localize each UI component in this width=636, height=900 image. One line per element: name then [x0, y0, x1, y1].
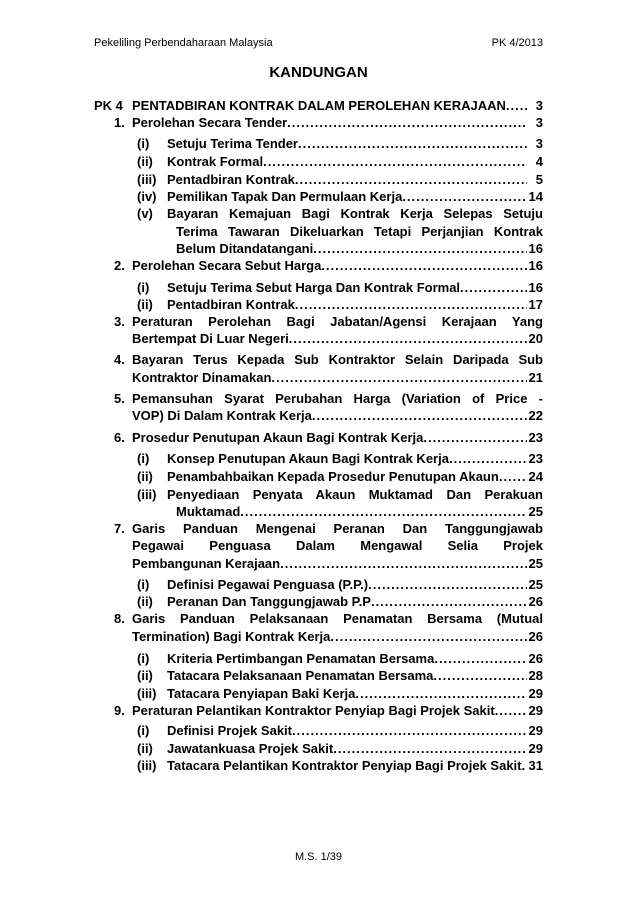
toc-entry-title: Pemilikan Tapak Dan Permulaan Kerja: [167, 189, 403, 204]
toc-entry-line: [94, 98, 543, 114]
toc-entry-title: Kontrak Formal: [167, 154, 264, 169]
dot-leader: [368, 577, 527, 593]
dot-leader: [313, 241, 527, 257]
toc-entry-title: Pentadbiran Kontrak: [167, 172, 295, 187]
toc-entry-line: [114, 430, 543, 446]
toc-page-number: 14: [528, 189, 543, 204]
toc-page-number: 25: [528, 556, 543, 571]
toc-entry-line: [114, 521, 543, 537]
toc-entry-line: [132, 331, 543, 347]
toc-entry-line: [176, 241, 543, 257]
toc-entry-line: [137, 451, 543, 467]
toc-entry-title: Bayaran Kemajuan Bagi Kontrak Kerja Selepas Setuju: [167, 206, 543, 221]
toc-entry-title: Garis Panduan Pelaksanaan Penamatan Bersama (Mutual: [132, 611, 543, 626]
toc-page-number: 29: [528, 741, 543, 756]
toc-page-number: 24: [528, 469, 543, 484]
toc-entry-line: [137, 172, 543, 188]
dot-leader: [295, 172, 527, 188]
toc-entry-label: (v): [137, 206, 153, 221]
toc-page-number: 16: [528, 258, 543, 273]
dot-leader: [499, 469, 527, 485]
toc-entry-label: (ii): [137, 594, 153, 609]
toc-entry-label: (ii): [137, 154, 153, 169]
toc-entry-label: (ii): [137, 297, 153, 312]
toc-page-number: 3: [535, 115, 543, 130]
toc-page-number: 16: [528, 280, 543, 295]
page-number-footer: M.S. 1/39: [294, 851, 343, 863]
toc-entry-title: Bertempat Di Luar Negeri: [132, 331, 289, 346]
toc-page-number: 16: [528, 241, 543, 256]
toc-page-number: 23: [528, 451, 543, 466]
toc-entry-line: [137, 297, 543, 313]
toc-entry-label: (i): [137, 136, 150, 151]
toc-page-number: 20: [528, 331, 543, 346]
toc-entry-title: Jawatankuasa Projek Sakit: [167, 741, 334, 756]
toc-entry-title: Pemansuhan Syarat Perubahan Harga (Variation of Price -: [132, 391, 543, 406]
page-title: KANDUNGAN: [269, 64, 368, 81]
toc-entry-label: (iii): [137, 172, 157, 187]
toc-page-number: 3: [535, 136, 543, 151]
toc-page-number: 26: [528, 651, 543, 666]
toc-page-number: 26: [528, 629, 543, 644]
toc-entry-title: Bayaran Terus Kepada Sub Kontraktor Selain Daripada Sub: [132, 352, 543, 367]
toc-page-number: 29: [528, 703, 543, 718]
toc-entry-title: Tatacara Penyiapan Baki Kerja: [167, 686, 356, 701]
toc-entry-label: 8.: [114, 611, 125, 626]
toc-entry-line: [137, 280, 543, 296]
toc-entry-label: (i): [137, 577, 150, 592]
dot-leader: [295, 297, 527, 313]
toc-entry-label: 7.: [114, 521, 125, 536]
toc-entry-label: 5.: [114, 391, 125, 406]
toc-entry-title: Perolehan Secara Tender: [132, 115, 288, 130]
toc-entry-line: [132, 408, 543, 424]
toc-entry-label: 6.: [114, 430, 125, 445]
toc-entry-label: PK 4: [94, 98, 123, 113]
toc-entry-line: [114, 314, 543, 330]
toc-entry-line: [114, 352, 543, 368]
toc-entry-line: [114, 611, 543, 627]
toc-entry-line: [132, 629, 543, 645]
toc-entry-line: [137, 686, 543, 702]
toc-entry-title: Tatacara Pelaksanaan Penamatan Bersama: [167, 668, 434, 683]
toc-entry-line: [114, 115, 543, 131]
toc-entry-line: [114, 703, 543, 719]
toc-entry-line: [114, 258, 543, 274]
toc-entry-title: Konsep Penutupan Akaun Bagi Kontrak Kerja: [167, 451, 449, 466]
toc-entry-title: Kontraktor Dinamakan: [132, 370, 272, 385]
toc-entry-title: VOP) Di Dalam Kontrak Kerja: [132, 408, 312, 423]
dot-leader: [240, 504, 527, 520]
dot-leader: [289, 331, 527, 347]
toc-entry-title: Penyediaan Penyata Akaun Muktamad Dan Perakuan: [167, 487, 543, 502]
dot-leader: [271, 370, 527, 386]
toc-entry-title: Termination) Bagi Kontrak Kerja: [132, 629, 331, 644]
toc-page-number: 17: [528, 297, 543, 312]
toc-entry-label: (iii): [137, 487, 157, 502]
toc-entry-label: (ii): [137, 741, 153, 756]
dot-leader: [371, 594, 527, 610]
toc-entry-title: Terima Tawaran Dikeluarkan Tetapi Perjanjian Kontrak: [176, 224, 543, 239]
toc-entry-label: 1.: [114, 115, 125, 130]
toc-entry-label: (iii): [137, 686, 157, 701]
toc-entry-label: 9.: [114, 703, 125, 718]
toc-entry-line: [114, 391, 543, 407]
toc-entry-label: (ii): [137, 469, 153, 484]
dot-leader: [402, 189, 527, 205]
toc-page-number: 4: [535, 154, 543, 169]
dot-leader: [333, 741, 527, 757]
toc-entry-line: [137, 651, 543, 667]
toc-entry-title: Penambahbaikan Kepada Prosedur Penutupan Akaun: [167, 469, 499, 484]
toc-entry-line: [137, 487, 543, 503]
dot-leader: [292, 723, 527, 739]
dot-leader: [434, 651, 527, 667]
toc-entry-title: Prosedur Penutupan Akaun Bagi Kontrak Kerja: [132, 430, 424, 445]
dot-leader: [321, 258, 527, 274]
toc-entry-title: Pegawai Penguasa Dalam Mengawal Selia Projek: [132, 538, 543, 553]
toc-entry-title: Pembangunan Kerajaan: [132, 556, 281, 571]
header-circular-number: PK 4/2013: [491, 37, 543, 49]
dot-leader: [263, 154, 527, 170]
dot-leader: [460, 280, 527, 296]
toc-entry-line: [137, 154, 543, 170]
toc-entry-line: [137, 741, 543, 757]
dot-leader: [298, 136, 527, 152]
dot-leader: [495, 703, 527, 719]
toc-page-number: 21: [528, 370, 543, 385]
toc-entry-label: 2.: [114, 258, 125, 273]
dot-leader: [312, 408, 527, 424]
toc-entry-label: (i): [137, 451, 150, 466]
dot-leader: [506, 98, 527, 114]
toc-entry-title: PENTADBIRAN KONTRAK DALAM PEROLEHAN KERAJAAN: [132, 98, 506, 113]
toc-entry-line: [176, 224, 543, 240]
toc-entry-title: Setuju Terima Tender: [167, 136, 298, 151]
dot-leader: [433, 668, 527, 684]
toc-page-number: 29: [528, 723, 543, 738]
toc-entry-line: [137, 206, 543, 222]
toc-entry-title: Perolehan Secara Sebut Harga: [132, 258, 322, 273]
toc-entry-title: Muktamad: [176, 504, 241, 519]
toc-entry-line: [176, 504, 543, 520]
toc-entry-title: Peraturan Pelantikan Kontraktor Penyiap Bagi Projek Sakit: [132, 703, 495, 718]
toc-entry-label: (iv): [137, 189, 157, 204]
dot-leader: [449, 451, 527, 467]
toc-entry-title: Peraturan Perolehan Bagi Jabatan/Agensi Kerajaan Yang: [132, 314, 543, 329]
toc-page-number: 29: [528, 686, 543, 701]
toc-page-number: 22: [528, 408, 543, 423]
toc-entry-label: (i): [137, 651, 150, 666]
header-document-series: Pekeliling Perbendaharaan Malaysia: [94, 37, 273, 49]
toc-entry-line: [132, 538, 543, 554]
toc-entry-line: [137, 668, 543, 684]
toc-entry-label: (ii): [137, 668, 153, 683]
toc-entry-title: Definisi Projek Sakit: [167, 723, 292, 738]
toc-entry-line: [137, 723, 543, 739]
toc-entry-label: 4.: [114, 352, 125, 367]
dot-leader: [280, 556, 527, 572]
toc-entry-title: Peranan Dan Tanggungjawab P.P: [167, 594, 371, 609]
toc-entry-line: [132, 556, 543, 572]
toc-entry-title: Setuju Terima Sebut Harga Dan Kontrak Formal: [167, 280, 461, 295]
toc-entry-line: [137, 758, 543, 774]
dot-leader: [287, 115, 527, 131]
toc-entry-label: 3.: [114, 314, 125, 329]
toc-entry-line: [137, 136, 543, 152]
toc-entry-line: [137, 594, 543, 610]
toc-page-number: 28: [528, 668, 543, 683]
toc-page-number: 25: [528, 504, 543, 519]
toc-entry-line: [137, 469, 543, 485]
toc-page-number: 31: [528, 758, 543, 773]
dot-leader: [330, 629, 527, 645]
toc-entry-title: Garis Panduan Mengenai Peranan Dan Tanggungjawab: [132, 521, 543, 536]
toc-page-number: 23: [528, 430, 543, 445]
toc-page-number: 26: [528, 594, 543, 609]
toc-page-number: 25: [528, 577, 543, 592]
toc-entry-title: Kriteria Pertimbangan Penamatan Bersama: [167, 651, 435, 666]
toc-entry-title: Pentadbiran Kontrak: [167, 297, 295, 312]
toc-entry-title: Belum Ditandatangani: [176, 241, 314, 256]
dot-leader: [423, 430, 527, 446]
toc-entry-line: [137, 577, 543, 593]
toc-page-number: 3: [535, 98, 543, 113]
toc-entry-title: Definisi Pegawai Penguasa (P.P.): [167, 577, 369, 592]
toc-page-number: 5: [535, 172, 543, 187]
toc-entry-label: (i): [137, 280, 150, 295]
toc-entry-label: (i): [137, 723, 150, 738]
toc-entry-label: (iii): [137, 758, 157, 773]
toc-entry-line: [132, 370, 543, 386]
dot-leader: [355, 686, 527, 702]
toc-entry-line: [137, 189, 543, 205]
toc-entry-title: Tatacara Pelantikan Kontraktor Penyiap Bagi Projek Sakit: [167, 758, 522, 773]
